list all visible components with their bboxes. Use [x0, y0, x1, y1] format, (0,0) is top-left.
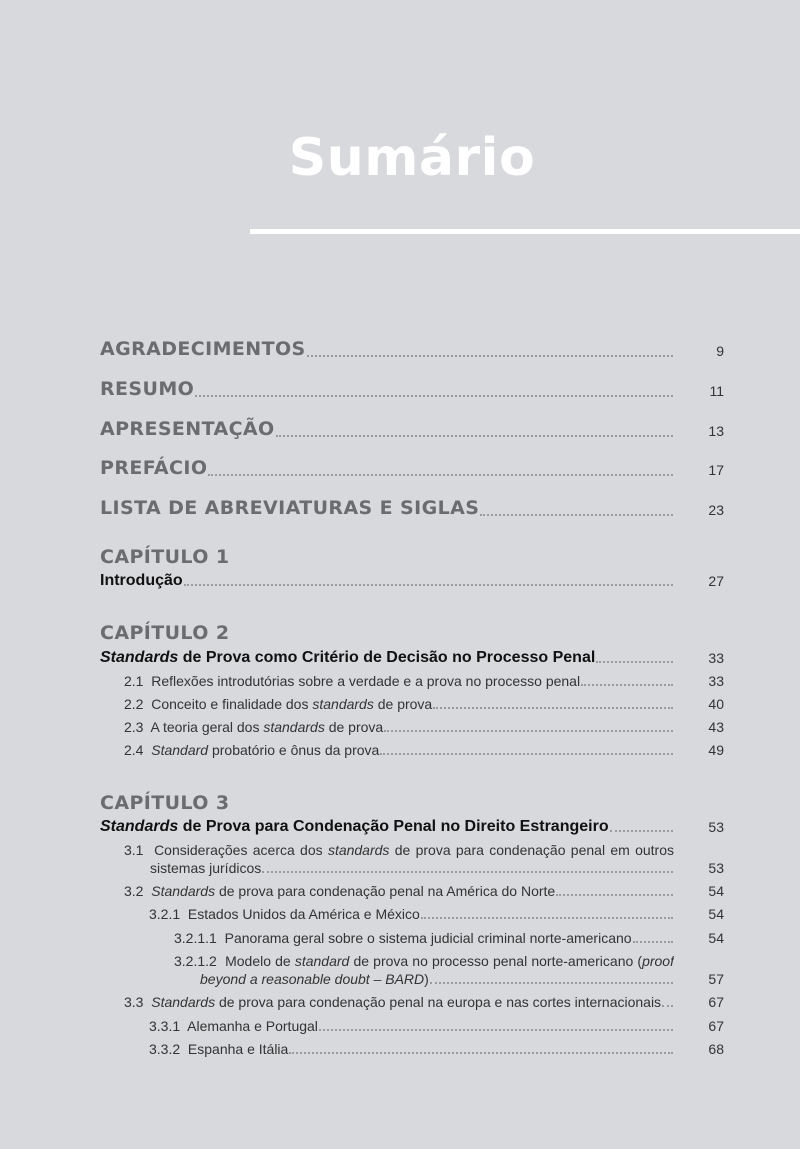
toc-entry-chapter-1[interactable] — [100, 571, 724, 590]
chapter-2-heading: CAPÍTULO 2 — [100, 622, 230, 644]
toc-entry-label: APRESENTAÇÃO — [100, 418, 275, 440]
toc-entry-label — [149, 1041, 288, 1058]
italic-text: Standards — [151, 883, 216, 899]
toc-page-number: 33 — [708, 673, 724, 689]
label-text: Estados Unidos da América e México — [187, 906, 420, 922]
toc-entry-label: Introdução — [100, 572, 183, 589]
section-number: 2.3 — [124, 719, 144, 735]
toc-entry-3-3-1[interactable] — [149, 1018, 724, 1035]
section-number: 2.4 — [124, 742, 144, 758]
leader-dots — [662, 1005, 673, 1007]
toc-page-number: 11 — [709, 383, 724, 399]
leader-dots — [208, 474, 673, 476]
section-number: 3.2.1.1 — [174, 930, 217, 946]
toc-page-number: 9 — [716, 343, 724, 359]
leader-dots — [184, 584, 673, 586]
toc-page-number: 17 — [708, 462, 724, 478]
toc-entry-2-2[interactable] — [124, 696, 724, 713]
toc-entry-label: RESUMO — [100, 378, 195, 400]
toc-entry-3-2-1-1[interactable] — [174, 930, 724, 947]
italic-text: beyond a reasonable doubt – BARD — [200, 971, 425, 987]
toc-page-number: 54 — [708, 883, 724, 899]
toc-entry-label — [100, 648, 595, 667]
leader-dots — [596, 661, 673, 663]
toc-entry-resumo[interactable] — [100, 378, 724, 401]
leader-dots — [480, 514, 673, 516]
leader-dots — [262, 871, 673, 873]
toc-entry-label: PREFÁCIO — [100, 457, 208, 479]
section-number: 3.2 — [124, 883, 144, 899]
toc-entry-3-3[interactable] — [124, 994, 724, 1011]
toc-page-number: 53 — [708, 860, 724, 876]
italic-text: proof — [642, 953, 674, 969]
toc-entry-label-line1 — [174, 953, 674, 971]
toc-entry-3-2-1-2-cont[interactable] — [200, 971, 724, 988]
chapter-3-heading: CAPÍTULO 3 — [100, 792, 230, 814]
label-text: Reflexões introdutórias sobre a verdade e a prova no processo penal — [151, 673, 581, 689]
toc-entry-chapter-3[interactable] — [100, 817, 724, 836]
toc-page-number: 13 — [708, 423, 724, 439]
toc-entry-label — [124, 994, 661, 1011]
toc-entry-2-3[interactable] — [124, 719, 724, 736]
toc-entry-label: LISTA DE ABREVIATURAS E SIGLAS — [100, 497, 480, 519]
section-number: 3.3 — [124, 994, 144, 1010]
label-text: de prova no processo penal norte-americano ( — [349, 953, 643, 969]
toc-entry-label-line1 — [124, 842, 674, 860]
toc-page-number: 54 — [708, 930, 724, 946]
toc-entry-label — [149, 1018, 318, 1035]
label-text: de prova para condenação penal na europa e nas cortes internacionais — [215, 994, 662, 1010]
italic-text: standards — [263, 719, 325, 735]
leader-dots — [433, 707, 673, 709]
toc-entry-label — [174, 930, 632, 947]
toc-entry-2-1[interactable] — [124, 673, 724, 690]
toc-page-number: 57 — [708, 971, 724, 987]
toc-entry-prefacio[interactable] — [100, 457, 724, 480]
toc-entry-label — [124, 742, 379, 759]
toc-entry-label: AGRADECIMENTOS — [100, 338, 306, 360]
leader-dots — [380, 753, 673, 755]
italic-text: standards — [327, 842, 390, 858]
toc-entry-3-2-1[interactable] — [149, 906, 724, 923]
label-text: probatório e ônus da prova — [208, 742, 380, 758]
toc-entry-lista-abreviaturas[interactable] — [100, 497, 724, 520]
toc-entry-chapter-2[interactable] — [100, 648, 724, 667]
toc-page-number: 40 — [708, 696, 724, 712]
italic-text: standard — [294, 953, 350, 969]
label-text: Considerações acerca dos — [154, 842, 328, 858]
leader-dots — [633, 941, 673, 943]
label-text: de Prova como Critério de Decisão no Processo Penal — [178, 649, 596, 666]
label-text: Modelo de — [225, 953, 295, 969]
label-text: A teoria geral dos — [150, 719, 264, 735]
label-text: de prova — [324, 719, 384, 735]
label-text: Panorama geral sobre o sistema judicial criminal norte-americano — [224, 930, 632, 946]
toc-entry-label — [149, 906, 420, 923]
section-number: 2.1 — [124, 673, 144, 689]
italic-text: Standards — [100, 818, 179, 835]
leader-dots — [610, 830, 673, 832]
toc-page-number: 27 — [708, 573, 724, 590]
toc-page-number: 68 — [708, 1041, 724, 1057]
toc-entry-3-2-1-2[interactable] — [174, 953, 674, 971]
toc-entry-label — [200, 971, 429, 988]
toc-page-number: 67 — [708, 994, 724, 1010]
leader-dots — [276, 435, 673, 437]
leader-dots — [384, 730, 673, 732]
toc-entry-label — [124, 883, 555, 900]
section-number: 3.1 — [124, 842, 144, 858]
toc-entry-3-2[interactable] — [124, 883, 724, 900]
toc-entry-3-1-cont[interactable] — [150, 860, 724, 877]
label-text: Espanha e Itália — [187, 1041, 289, 1057]
leader-dots — [289, 1052, 673, 1054]
leader-dots — [421, 917, 673, 919]
leader-dots — [556, 894, 673, 896]
label-text: Conceito e finalidade dos — [151, 696, 313, 712]
toc-page-number: 43 — [708, 719, 724, 735]
label-text: ) — [424, 971, 429, 987]
section-number: 3.3.2 — [149, 1041, 181, 1057]
leader-dots — [430, 982, 673, 984]
toc-entry-label — [124, 719, 383, 736]
toc-page-number: 67 — [708, 1018, 724, 1034]
toc-page-number: 23 — [708, 502, 724, 518]
toc-page-number: 54 — [708, 906, 724, 922]
toc-page-number: 49 — [708, 742, 724, 758]
toc-page-number: 33 — [708, 650, 724, 667]
toc-page-number: 53 — [708, 819, 724, 836]
section-number: 2.2 — [124, 696, 144, 712]
label-text: de Prova para Condenação Penal no Direito Estrangeiro — [178, 818, 609, 835]
label-text: de prova para condenação penal na América do Norte — [215, 883, 556, 899]
page-title: Sumário — [288, 128, 536, 188]
toc-entry-3-3-2[interactable] — [149, 1041, 724, 1058]
leader-dots — [307, 355, 673, 357]
section-number: 3.2.1.2 — [174, 953, 217, 969]
toc-entry-apresentacao[interactable] — [100, 418, 724, 441]
label-text: de prova para condenação penal em outros — [389, 842, 674, 858]
toc-entry-label: sistemas jurídicos — [150, 860, 262, 876]
leader-dots — [581, 684, 673, 686]
leader-dots — [195, 395, 673, 397]
leader-dots — [319, 1029, 673, 1031]
toc-entry-3-1[interactable] — [124, 842, 674, 860]
italic-text: standards — [312, 696, 374, 712]
section-number: 3.2.1 — [149, 906, 181, 922]
chapter-1-heading: CAPÍTULO 1 — [100, 546, 230, 568]
italic-text: Standard — [151, 742, 209, 758]
italic-text: Standards — [151, 994, 216, 1010]
label-text: Alemanha e Portugal — [187, 1018, 318, 1034]
label-text: de prova — [373, 696, 433, 712]
italic-text: Standards — [100, 649, 179, 666]
section-number: 3.3.1 — [149, 1018, 181, 1034]
toc-entry-label — [124, 673, 580, 690]
toc-entry-2-4[interactable] — [124, 742, 724, 759]
toc-entry-label — [100, 817, 609, 836]
toc-entry-agradecimentos[interactable] — [100, 338, 724, 361]
toc-entry-label — [124, 696, 432, 713]
